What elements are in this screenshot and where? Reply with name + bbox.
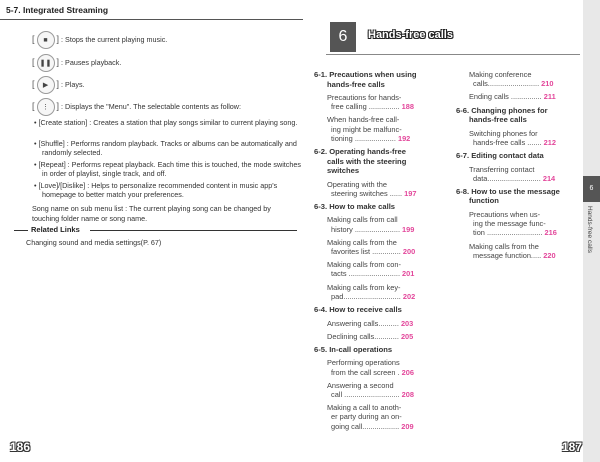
toc-line: calls with the steering	[327, 156, 407, 166]
toc-line: ing the message func-	[473, 219, 546, 229]
pause-icon: ❚❚	[37, 54, 55, 72]
page-header: 5-7. Integrated Streaming	[6, 5, 109, 15]
toc-entry[interactable]	[314, 381, 449, 399]
chapter-tab-number: 6	[583, 176, 600, 202]
chapter-divider	[326, 54, 580, 55]
toc-line: Precautions for hands-	[327, 93, 402, 102]
toc-line: Performing operations	[327, 358, 400, 368]
toc-page-number: 199	[400, 224, 415, 234]
toc-section-heading	[314, 147, 449, 176]
toc-entry[interactable]	[314, 115, 449, 143]
toc-section-heading	[456, 151, 581, 161]
toc-section-heading	[314, 202, 449, 212]
toc-line: 6-1. Precautions when using	[314, 70, 417, 79]
toc-line: Making calls from key-	[327, 282, 401, 292]
toc-page-number: 214	[540, 173, 556, 183]
toc-line: free calling ............... 188	[331, 102, 414, 112]
toc-line: 6-6. Changing phones for	[456, 105, 548, 115]
control-stop-row: [ ■ ] : Stops the current playing music.	[32, 31, 167, 49]
menu-icon: ⋮	[37, 98, 55, 116]
header-divider	[0, 19, 303, 20]
toc-line: 6-5. In-call operations	[314, 344, 393, 354]
bullet-create-station: • [Create station] : Creates a station that play songs similar to current playing song.	[34, 118, 298, 127]
related-links-title: Related Links	[31, 225, 80, 234]
toc-section-heading	[314, 345, 449, 355]
toc-line: Transferring contact	[469, 164, 535, 174]
toc-entry[interactable]	[314, 238, 449, 256]
toc-entry[interactable]	[314, 180, 449, 198]
toc-line: 6-8. How to use the message	[456, 186, 560, 196]
toc-entry[interactable]	[456, 210, 581, 238]
toc-page-number: 206	[399, 367, 414, 377]
toc-entry[interactable]	[314, 260, 449, 278]
toc-page-number: 212	[541, 137, 556, 147]
toc-line: message function..... 220	[473, 250, 556, 260]
toc-entry[interactable]	[456, 242, 581, 260]
page-number-left: 186	[10, 440, 31, 454]
toc-line: going call.................. 209	[331, 421, 414, 431]
toc-line: hands-free calls	[327, 79, 385, 89]
toc-page-number: 220	[541, 250, 556, 260]
toc-line: Making a call to anoth-	[327, 403, 402, 413]
toc-section-heading	[314, 70, 449, 89]
bullet-love-dislike: • [Love]/[Dislike] : Helps to personalize recommended content in music app's homepage to better match your preferences.	[34, 181, 278, 199]
toc-line: 6-3. How to make calls	[314, 201, 396, 211]
toc-column-1	[314, 70, 449, 431]
toc-line: Making calls from con-	[327, 260, 401, 270]
toc-line: history ...................... 199	[331, 224, 415, 234]
toc-line: Answering a second	[327, 380, 394, 390]
toc-line: function	[469, 196, 499, 206]
toc-entry[interactable]	[456, 92, 581, 101]
toc-line: favorites list .............. 200	[331, 247, 416, 257]
toc-page-number: 209	[399, 421, 414, 431]
related-line-right	[90, 230, 297, 231]
page-number-right: 187	[562, 440, 583, 454]
toc-line: Precautions when us-	[469, 209, 541, 219]
toc-page-number: 188	[399, 102, 414, 112]
toc-line: Making calls from call	[327, 215, 398, 225]
toc-line: calls......................... 210	[473, 79, 554, 89]
toc-line: tacts ......................... 201	[331, 269, 415, 279]
toc-entry[interactable]	[314, 319, 449, 328]
control-play-text: : Plays.	[61, 79, 85, 89]
toc-entry[interactable]	[314, 93, 449, 111]
bullet-shuffle: • [Shuffle] : Performs random playback. Tracks or albums can be automatically and randomly selected.	[34, 139, 297, 157]
toc-entry[interactable]	[456, 129, 581, 147]
related-link[interactable]: Changing sound and media settings(P. 67)	[26, 238, 162, 247]
toc-line: data.......................... 214	[473, 173, 556, 183]
toc-line: from the call screen . 206	[331, 367, 414, 377]
toc-entry[interactable]	[456, 70, 581, 88]
toc-page-number: 211	[541, 92, 556, 102]
toc-line: 6-7. Editing contact data	[456, 151, 544, 161]
related-line-left	[14, 230, 28, 231]
play-icon: ▶	[37, 76, 55, 94]
toc-line: hands-free calls ....... 212	[473, 137, 556, 147]
toc-entry[interactable]	[314, 358, 449, 376]
toc-line: Making calls from the	[469, 241, 539, 251]
toc-line: tion ........................... 216	[473, 228, 557, 238]
toc-line: When hands-free call-	[327, 115, 400, 125]
toc-line: hands-free calls	[469, 115, 527, 125]
toc-line: Operating with the	[327, 179, 387, 189]
toc-page-number: 203	[398, 318, 414, 328]
toc-section-heading	[456, 106, 581, 125]
toc-line: 6-2. Operating hands-free	[314, 147, 406, 157]
toc-line: pad............................ 202	[331, 291, 416, 301]
toc-page-number: 202	[400, 291, 416, 301]
toc-line: er party during an on-	[331, 412, 402, 422]
toc-page-number: 197	[402, 188, 417, 198]
chapter-tab-label: Hands-free calls	[586, 206, 593, 253]
toc-line: call ........................... 208	[331, 390, 414, 400]
toc-line: switches	[327, 166, 360, 176]
toc-line: tioning .................... 192	[331, 133, 411, 143]
toc-line: Making calls from the	[327, 237, 397, 247]
toc-entry[interactable]	[314, 215, 449, 233]
toc-entry[interactable]	[314, 332, 449, 341]
toc-column-2	[456, 70, 581, 260]
toc-page-number: 205	[398, 331, 414, 341]
control-menu-row: [ ⋮ ] : Displays the "Menu". The selectable contents as follow:	[32, 98, 241, 116]
toc-entry[interactable]	[314, 283, 449, 301]
toc-line: 6-4. How to receive calls	[314, 305, 402, 315]
toc-page-number: 210	[539, 79, 554, 89]
control-menu-text: : Displays the "Menu". The selectable contents as follow:	[61, 101, 241, 111]
sub-menu-note: Song name on sub menu list : The current playing song can be changed by touching folder name or song name.	[32, 204, 271, 223]
toc-page-number: 192	[395, 133, 411, 143]
toc-section-heading	[314, 305, 449, 315]
toc-entry[interactable]	[456, 165, 581, 183]
toc-page-number: 208	[399, 390, 414, 400]
toc-page-number: 201	[400, 269, 415, 279]
control-stop-text: : Stops the current playing music.	[61, 34, 168, 44]
chapter-number-box: 6	[330, 22, 356, 52]
toc-line: Declining calls............ 205	[327, 331, 414, 341]
toc-page-number: 216	[542, 228, 557, 238]
toc-entry[interactable]	[314, 403, 449, 431]
toc-line: steering switches ...... 197	[331, 188, 417, 198]
toc-section-heading	[456, 187, 581, 206]
chapter-title: Hands-free calls	[368, 29, 453, 41]
toc-page-number: 200	[400, 247, 416, 257]
toc-line: Switching phones for	[469, 128, 538, 138]
toc-line: ing might be malfunc-	[331, 124, 402, 134]
control-play-row: [ ▶ ] : Plays.	[32, 76, 85, 94]
toc-line: Answering calls.......... 203	[327, 318, 414, 328]
toc-line: Making conference	[469, 70, 532, 79]
stop-icon: ■	[37, 31, 55, 49]
bullet-repeat: • [Repeat] : Performs repeat playback. Each time this is touched, the mode switches in order of playlist, single track, and off.	[34, 160, 301, 178]
toc-line: Ending calls ............... 211	[469, 92, 556, 102]
control-pause-text: : Pauses playback.	[61, 57, 122, 67]
control-pause-row: [ ❚❚ ] : Pauses playback.	[32, 54, 121, 72]
